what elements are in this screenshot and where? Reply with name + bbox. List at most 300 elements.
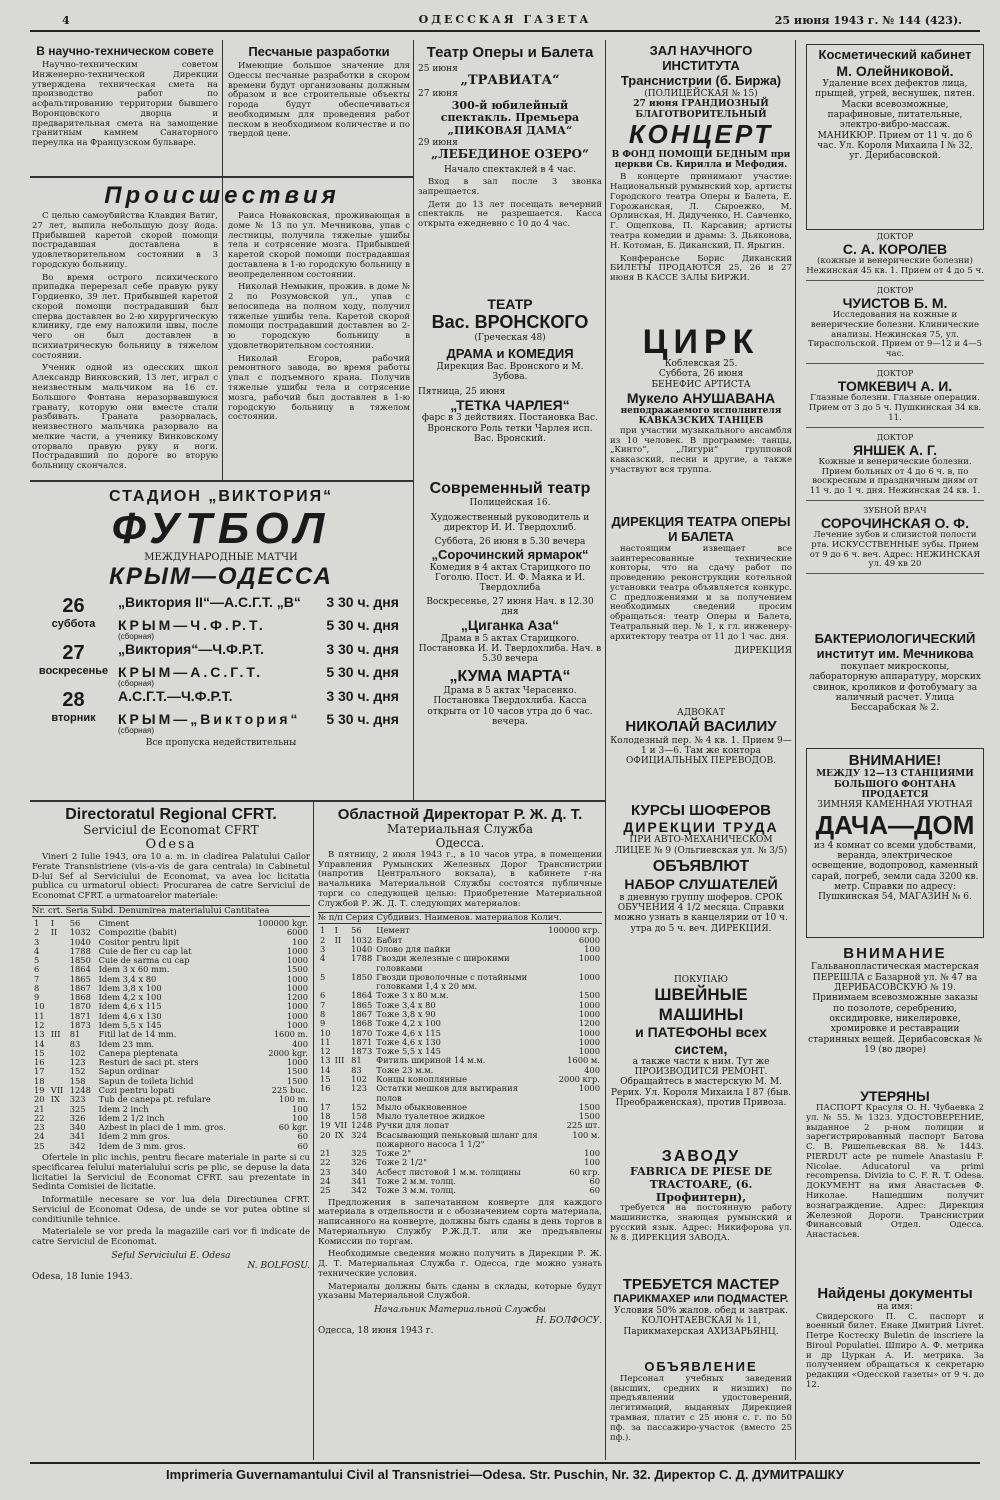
match-name: „Виктория“—Ч.Ф.Р.Т. xyxy=(118,641,264,658)
table-cell xyxy=(333,1001,350,1010)
circus-ad xyxy=(610,325,792,503)
table-cell: 18 xyxy=(34,1075,45,1086)
table-cell: 1000 xyxy=(578,1046,600,1057)
table-cell xyxy=(49,1012,68,1021)
section-rule xyxy=(30,176,413,178)
table-cell: Cuie de sarma cu cap xyxy=(98,955,190,966)
table-cell: I xyxy=(334,925,338,936)
match-time: 5 30 ч. дня xyxy=(326,710,399,727)
note: Дети до 13 лет посещать вечерний спектакль не разрешается. Касса открыта ежедневно с 10 до 4 час. xyxy=(418,199,602,230)
table-cell: Тоже 23 м.м. xyxy=(376,1064,434,1075)
table-cell xyxy=(333,1038,350,1047)
tender-text: Предложения в запечатанном конверте для каждого материала в отдельности и с обозначением сорта материала, написанного на конверте, должны быть сданы в день торгов в Материальную Службу Р.Ж.Д.Т. или же предъявлены Комиссии по торгам. xyxy=(318,1197,602,1247)
match-time: 3 30 ч. дня xyxy=(326,688,399,705)
table-cell: 21 xyxy=(34,1103,45,1114)
table-cell: Гвозди железные с широкими головками xyxy=(376,953,510,973)
table-cell: Sapun de toileta lichid xyxy=(98,1075,194,1086)
table-cell: 2 xyxy=(320,934,326,945)
table-cell xyxy=(333,1158,350,1167)
table-cell: 1000 xyxy=(578,971,600,982)
date: 27 июня xyxy=(418,89,458,100)
team-note: (сборная) xyxy=(118,679,155,689)
play-title: „ТЕТКА ЧАРЛЕЯ“ xyxy=(450,397,570,414)
table-cell: 1873 xyxy=(69,1020,91,1031)
theatre-label: ТЕАТР xyxy=(487,296,533,312)
table-cell xyxy=(49,947,68,956)
table-cell: 342 xyxy=(351,1185,367,1196)
doctor-ad xyxy=(806,232,984,281)
table-cell: 1000 xyxy=(286,1020,308,1031)
table-cell: 83 xyxy=(69,1038,81,1049)
table-cell: Мыло туалетное жидкое xyxy=(376,1111,485,1122)
table-cell: 323 xyxy=(69,1094,86,1105)
ad-subtitle: Гальванопластическая мастерская xyxy=(811,962,979,973)
sewing-machines-ad xyxy=(610,975,792,1140)
table-cell: 1000 xyxy=(578,1036,600,1047)
table-cell xyxy=(333,1066,350,1075)
dacha-title: ДАЧА—ДОМ xyxy=(815,809,975,840)
doctor-label: ДОКТОР xyxy=(876,368,914,378)
fixture-row xyxy=(32,665,410,681)
table-cell: 1500 xyxy=(578,1111,600,1122)
table-cell xyxy=(333,954,350,973)
found-text: Свидерского П. С. паспорт и военный билет. Енаке Дмитрий Livret. Петре Костеску Buletin de inscriere la Biroul Populatiei. Шпиро А. Ф. метрика и др Цуркан А. И. метрика. За получением обращаться к секретарю редакции «Одесской газеты» от 9 ч. до 12. xyxy=(806,1311,984,1390)
table-cell: 9 xyxy=(34,992,40,1003)
table-cell: Мыло обыкновенное xyxy=(376,1101,468,1112)
match-name: КРЫМ—„Виктория“ xyxy=(118,710,301,727)
tender-subtitle: Материальная Служба xyxy=(387,822,533,837)
table-cell: 23 xyxy=(34,1122,45,1133)
ad-title: КУРСЫ ШОФЕРОВ xyxy=(630,802,772,819)
match-name: А.С.Г.Т.—Ч.Ф.Р.Т. xyxy=(118,688,233,705)
table-cell: 1500 xyxy=(286,1066,308,1077)
table-cell: Cozi pentru lopati xyxy=(98,1085,175,1096)
match-time: 3 30 ч. дня xyxy=(326,641,399,658)
ad-title: ЗАВОДУ xyxy=(661,1148,741,1165)
table-row xyxy=(318,954,602,973)
table-cell: VII xyxy=(334,1120,348,1131)
table-cell: Тоже 3,8 x 90 xyxy=(376,1008,436,1019)
table-row xyxy=(318,1084,602,1103)
lawyer-ad xyxy=(610,708,792,793)
table-cell: Canepa pieptenata xyxy=(98,1047,179,1058)
table-cell: 1500 xyxy=(286,1075,308,1086)
sci-council-article xyxy=(32,44,218,176)
table-cell: 123 xyxy=(351,1083,367,1094)
show-title: „ЛЕБЕДИНОЕ ОЗЕРО“ xyxy=(431,146,589,161)
tender-intro: В пятницу, 2 июля 1943 г., в 10 часов утра, в помещении Управления Румынских Железных Дорог Транснистрии (напротив Центрального вокзала), в кабинете г-на начальника Материальной Службы состоятся публичные торги со следующей целью: Приобретение Материальной Службой Р. Ж. Д. Т. следующих материалов: xyxy=(318,849,602,909)
weekday: суббота xyxy=(51,617,96,630)
table-cell: Тоже 2" xyxy=(376,1148,412,1159)
table-cell: 60 xyxy=(297,1131,308,1142)
tender-city: Odesa xyxy=(145,837,197,853)
table-cell xyxy=(333,1075,350,1084)
table-cell: 60 xyxy=(297,1140,308,1151)
table-cell xyxy=(333,1186,350,1195)
table-cell: VII xyxy=(50,1085,64,1096)
ad-label: ПОКУПАЮ xyxy=(673,975,729,985)
table-cell: 102 xyxy=(69,1047,86,1058)
table-cell: Всасывающий пеньковый шланг для пожарного насоса 1 1/2" xyxy=(376,1129,538,1149)
table-cell: 5 xyxy=(320,971,326,982)
table-cell: 12 xyxy=(320,1046,331,1057)
table-cell: 326 xyxy=(351,1157,367,1168)
table-cell: 6000 xyxy=(578,934,600,945)
table-cell: 22 xyxy=(34,1112,45,1123)
bacteriology-ad xyxy=(806,632,984,742)
table-cell xyxy=(49,1105,68,1114)
table-cell xyxy=(49,993,68,1002)
table-cell: 23 xyxy=(320,1166,331,1177)
ad-text: Удаление всех дефектов лица, прыщей, угрей, веснушек, пятен. Маски всевозможные, парафиновые, питательные, электро-вибро-массаж. МАНИКЮР. Прием от 11 ч. до 6 час. Ул. Короля Михаила I № 32, уг. Дерибасовской. xyxy=(815,79,975,162)
doctor-label: ЗУБНОЙ ВРАЧ xyxy=(863,505,927,515)
table-cell: 3 xyxy=(34,936,40,947)
table-cell: Тоже 3 м.м. толщ. xyxy=(376,1185,456,1196)
table-cell xyxy=(49,1132,68,1141)
ad-text: Условия 50% жалов. обед и завтрак. КОЛОНТАЕВСКАЯ № 11, Парикмахерская АХИЗАРЬЯНЦ. xyxy=(613,1305,789,1337)
doctor-ad xyxy=(806,286,984,364)
table-cell: Idem 4,6 x 130 xyxy=(98,1010,162,1021)
spacer xyxy=(32,727,115,736)
start-time: Начало спектаклей в 4 час. xyxy=(443,164,577,175)
table-cell: Fitil lat de 14 mm. xyxy=(98,1029,177,1040)
doctor-name: ТОМКЕВИЧ А. И. xyxy=(837,378,953,395)
table-cell: 100 m. xyxy=(279,1094,308,1105)
table-cell: 1040 xyxy=(69,936,91,947)
table-cell: III xyxy=(334,1055,345,1066)
ad-subtitle: ДИРЕКЦИИ ТРУДА xyxy=(623,819,779,836)
table-cell: 6 xyxy=(34,964,40,975)
incident-text: Николай Егоров, рабочий ремонтного завода, во время работы упал с подъемного крана. Получив тяжелые ушибы тела и сотрясение мозга, рабочий был доставлен в 1-ю городскую больницу в тяжелом состоянии. xyxy=(228,353,410,423)
table-cell: 60 kgr. xyxy=(278,1122,308,1133)
doctor-ad xyxy=(806,369,984,428)
fixture-row xyxy=(32,618,410,634)
incidents-heading xyxy=(32,182,412,212)
table-cell: III xyxy=(50,1029,61,1040)
table-cell: 1865 xyxy=(69,973,91,984)
section-title: Найдены документы xyxy=(817,1285,973,1302)
table-cell: 1867 xyxy=(351,1008,373,1019)
table-cell: Тоже 3 x 80 м.м. xyxy=(376,990,449,1001)
ad-subtitle: ПАРИКМАХЕР или ПОДМАСТЕР. xyxy=(613,1293,789,1306)
lost-documents xyxy=(806,1088,984,1280)
dacha-ad xyxy=(806,748,984,938)
table-cell: 100 xyxy=(292,1112,308,1123)
signature: ДИРЕКЦИЯ xyxy=(734,645,792,656)
table-cell xyxy=(333,1103,350,1112)
ad-subtitle: институт им. Мечникова xyxy=(816,645,974,661)
table-cell: IX xyxy=(50,1094,60,1105)
doctor-name: С. А. КОРОЛЕВ xyxy=(842,241,948,258)
table-cell: 6000 xyxy=(286,927,308,938)
section-subtitle: на имя: xyxy=(877,1302,913,1313)
table-cell: 7 xyxy=(34,973,40,984)
page-number: 4 xyxy=(62,14,70,27)
table-cell: Остатки мешков для вытирания полов xyxy=(376,1083,518,1103)
ad-text: требуется на постоянную работу машинистка, знающая румынский и русский язык. Адрес: Никифорова ул. № 8. ДИРЕКЦИЯ ЗАВОДА. xyxy=(610,1203,792,1243)
table-cell: 1032 xyxy=(69,927,91,938)
match-time: 5 30 ч. дня xyxy=(326,616,399,633)
table-cell: 4 xyxy=(320,953,326,964)
table-cell: 100 м. xyxy=(572,1129,600,1140)
table-cell: 10 xyxy=(320,1027,331,1038)
ad-title: Косметический кабинет xyxy=(818,47,972,62)
table-cell xyxy=(49,984,68,993)
ad-title: ВНИМАНИЕ! xyxy=(848,752,942,769)
note: Вход в зал после 3 звонка запрещается. xyxy=(418,177,602,197)
tender-city: Одесса. xyxy=(435,836,485,851)
table-cell: Sapun ordinar xyxy=(98,1066,160,1077)
circus-text: при участии музыкального ансамбля из 10 человек. В программе: танцы, „Кинто“, „Лигури“ групповой кавказский, песни и другие, а также участвуют вся труппа. xyxy=(610,425,792,475)
table-cell: 56 xyxy=(69,917,81,928)
table-cell: 158 xyxy=(351,1111,367,1122)
table-cell xyxy=(49,1002,68,1011)
table-cell: 19 xyxy=(34,1085,45,1096)
table-cell: Idem 2 inch xyxy=(98,1103,149,1114)
ad-desc: ЗИМНЯЯ КАМЕННАЯ УЮТНАЯ xyxy=(817,800,973,811)
spacer xyxy=(32,633,115,642)
tender-text: Materialele se vor preda la magaziile cari vor fi indicate de catre Serviciul de Economat. xyxy=(32,1227,310,1248)
materials-table xyxy=(318,926,602,1195)
artist-name: Мукело АНУШАВАНА xyxy=(626,390,776,407)
column-rule xyxy=(313,800,314,1460)
doctors-list xyxy=(806,232,984,622)
notice-text: Персонал учебных заведений (высших, средних и низших) по предъявлении удостоверений, легитимаций, выданных Дирекцией трамвая, платит с 25 июня с. г. по 50 пф. за пассажиро-участок (вместо 25 пф.). xyxy=(610,1373,792,1443)
section-title: УТЕРЯНЫ xyxy=(860,1088,930,1104)
matchup-title: КРЫМ—ОДЕССА xyxy=(109,563,333,591)
table-cell: Олово для пайки xyxy=(376,944,451,954)
table-cell xyxy=(333,1149,350,1158)
table-cell: 1000 xyxy=(286,973,308,984)
table-cell: 1868 xyxy=(351,1018,373,1029)
fixture-row xyxy=(32,595,410,617)
table-cell: 225 buc. xyxy=(271,1085,308,1096)
ad-address: ПРИ АВТО-МЕХАНИЧЕСКОМ ЛИЦЕЕ № 9 (Ольгиевская ул. № 3/5) xyxy=(614,835,788,856)
drivers-courses-ad xyxy=(610,802,792,970)
ad-announce: НАБОР СЛУШАТЕЛЕЙ xyxy=(624,876,778,893)
table-cell: 1000 xyxy=(578,1008,600,1019)
table-cell: 100 xyxy=(584,944,600,954)
doctor-name: ЧУИСТОВ Б. М. xyxy=(842,295,948,311)
tender-text: Informatiile necesare se vor lua dela Directiunea CFRT. Serviciul de Economat Odesa, de unde se vor putea obtine si conditiunile tehnice. xyxy=(32,1195,310,1225)
table-cell: 11 xyxy=(320,1036,331,1047)
circus-title: ЦИРК xyxy=(642,325,760,361)
table-cell: 8 xyxy=(34,982,40,993)
table-cell: 4 xyxy=(34,945,40,956)
fixture-row xyxy=(32,642,410,664)
table-cell: 123 xyxy=(69,1057,86,1068)
table-cell: Фитиль шириной 14 м.м. xyxy=(376,1055,486,1066)
table-cell: 340 xyxy=(69,1122,86,1133)
modern-theatre-ad xyxy=(418,480,602,798)
table-cell: 2000 кгр. xyxy=(558,1073,600,1084)
doctor-name: СОРОЧИНСКАЯ О. Ф. xyxy=(821,515,969,532)
table-cell: Тоже 3,4 x 80 xyxy=(376,999,436,1010)
table-cell: 10 xyxy=(34,1001,45,1012)
table-cell: 2 xyxy=(34,927,40,938)
incidents-col-right xyxy=(228,212,410,477)
table-cell: Idem 3,8 x 100 xyxy=(98,982,162,993)
tender-title: Областной Директорат Р. Ж. Д. Т. xyxy=(337,806,583,823)
table-row xyxy=(32,1142,310,1151)
lawyer-details: Колодезный пер. № 4 кв. 1. Прием 9—1 и 3—6. Там же контора ОФИЦИАЛЬНЫХ ПЕРЕВОДОВ. xyxy=(610,735,792,767)
table-cell xyxy=(49,1142,68,1151)
table-cell: 326 xyxy=(69,1112,86,1123)
table-cell: 19 xyxy=(320,1120,331,1131)
table-cell: II xyxy=(334,934,342,945)
table-cell: Тоже 4,6 x 115 xyxy=(376,1027,441,1038)
table-cell xyxy=(49,1114,68,1123)
doctor-details: Глазные болезни. Глазные операции. Прием от 3 до 5 ч. Пушкинская 34 кв. 11. xyxy=(808,393,982,423)
table-cell: 2000 kgr. xyxy=(268,1047,308,1058)
notice-text: настоящим извещает все заинтересованные технические конторы, что на сдачу работ по проведению реконструкции котельной установки театра объявляется конкурс. С предложениями и за получением необходимых сведений просим обращаться: театр Оперы и Балета, Театральный пер. № 1, к гл. инженеру-архитектору театра от 11 до 1 час. дня. xyxy=(610,543,792,642)
table-cell: 13 xyxy=(320,1055,331,1066)
barber-ad xyxy=(610,1276,792,1354)
table-cell: Idem 2 mm gros. xyxy=(98,1131,171,1142)
incident-text: Во время острого психического припадка перерезал себе правую руку Гордиенко, 39 лет. Прибывшей каретой скорой помощи пострадавший был сперва доставлен во 2-ю хирургическую клинику, где ему наложили швы, после чего он был доставлен в психиатрическую больницу в тяжелом состоянии. xyxy=(32,272,218,361)
address: (ПОЛИЦЕЙСКАЯ № 15) xyxy=(644,88,758,99)
table-cell: Idem 4,6 x 115 xyxy=(98,1001,162,1012)
table-cell xyxy=(333,1010,350,1019)
table-cell: 152 xyxy=(351,1101,367,1112)
article-text: Имеющие большое значение для Одессы песчаные разработки в скором времени будут организованы должным образом и все строительные объекты города будут обеспечиваться необходимым для проведения работ песком в необходимом количестве и по твердой цене. xyxy=(228,61,410,140)
table-cell: Tub de canepa pt. refulare xyxy=(98,1094,211,1105)
doctor-ad xyxy=(806,433,984,501)
date: Суббота, 26 июня в 5.30 вечера xyxy=(434,537,586,548)
intl-matches: МЕЖДУНАРОДНЫЕ МАТЧИ xyxy=(144,552,298,564)
concert-text: В концерте принимают участие: Национальный румынский хор, артисты Городского театра Оперы и Балета, Е. Горожанская, Л. Сыроежко, М. Орлинская, Н. Дидученко, Н. Савченко, Г. Ощепкова, П. Карсавин; артисты театра комедии и драмы: З. Дьяконова, Н. Котоман, Б. Диканский, П. Ярыгин. xyxy=(610,172,792,251)
table-cell: 1850 xyxy=(69,955,91,966)
table-cell: 1600 m. xyxy=(273,1029,308,1040)
table-cell: 1600 м. xyxy=(567,1055,600,1066)
table-cell: 24 xyxy=(320,1176,331,1187)
incident-text: Николай Немыкин, прожив. в доме № 2 по Розумовской ул., упав с велосипеда на полном ходу, получил тяжелые ушибы тела. Каретой скорой помощи пострадавший доставлен во 2-ю городскую больницу в удовлетворительном состоянии. xyxy=(228,282,410,351)
page-header xyxy=(30,12,980,32)
table-cell: Compozitie (babit) xyxy=(98,927,177,938)
factory-name: FABRICA DE PIESE DE TRACTOARE, (6. Профинтерн), xyxy=(629,1165,773,1204)
tender-text: Материалы должны быть сданы в склады, которые будут указаны Материальной Службой. xyxy=(318,1281,602,1302)
table-cell: 1000 xyxy=(286,982,308,993)
genre: ДРАМА и КОМЕДИЯ xyxy=(446,346,574,362)
table-cell: 341 xyxy=(351,1176,367,1187)
table-cell xyxy=(333,973,350,992)
tender-text: Ofertele in plic inchis, pentru fiecare materiale in parte si cu specificarea felului materialului scris pe plic, se depuse la data licitatiei la Serviciul de Economat CFRT. sau prezentate in Sedinta Comisiei de licitatie. xyxy=(32,1152,310,1193)
table-cell: 15 xyxy=(34,1047,45,1058)
table-cell: 158 xyxy=(69,1075,86,1086)
table-cell: 1000 xyxy=(578,953,600,964)
incident-text: Ученик одной из одесских школ Александр Винковский, 13 лет, играл с неизвестным мальчиком на 16 ст. Большого Фонтана неразорвавшуюся гранату, которую они вместе стали разбивать. Граната разорвалась, неизвестного мальчика разорвало на мелкие части, а ученику Винковскому оторвало правую руку и ноги. Пострадавший по дороге во вторую больницу скончался. xyxy=(32,363,218,472)
table-cell: 20 xyxy=(320,1129,331,1140)
table-cell: 83 xyxy=(351,1064,362,1075)
doctor-label: ДОКТОР xyxy=(876,285,914,295)
doctor-details: (кожные и венерические болезни) Нежинская 45 кв. 1. Прием от 4 до 5 ч. xyxy=(806,256,984,277)
sand-article xyxy=(228,44,410,176)
direction: Художественный руководитель и директор И. И. Твердохлиб. xyxy=(430,512,590,534)
table-cell: 1500 xyxy=(286,964,308,975)
table-row xyxy=(318,1131,602,1150)
table-cell: 16 xyxy=(320,1083,331,1094)
table-cell: Idem 4,2 x 100 xyxy=(98,992,162,1003)
factory-ad xyxy=(610,1148,792,1273)
opera-directorate-notice xyxy=(610,515,792,700)
table-cell: 17 xyxy=(320,1101,331,1112)
football-ad xyxy=(32,488,410,798)
table-cell: 152 xyxy=(69,1066,86,1077)
fixture-table xyxy=(32,595,410,736)
fixture-note-row xyxy=(32,727,410,736)
table-cell: 1864 xyxy=(351,990,373,1001)
match-time: 3 30 ч. дня xyxy=(326,594,399,611)
table-cell: Idem 2 1/2 inch xyxy=(98,1112,165,1123)
lawyer-name: НИКОЛАЙ ВАСИЛИУ xyxy=(625,718,777,736)
play-desc: Драма в 5 актах Старицкого. Постановка И. И. Твердохлиба. Нач. в 5.30 вечера xyxy=(418,633,602,665)
table-cell: 24 xyxy=(34,1131,45,1142)
opera-title: Театр Оперы и Балета xyxy=(426,44,594,61)
table-cell: 7 xyxy=(320,999,326,1010)
doctor-details: Исследования на кожные и венерические болезни. Клинические анализы. Нежинская 75, ул. Тираспольской. Прием от 9—12 и 4—5 час. xyxy=(807,310,983,360)
article-text: Научно-техническим советом Инженерно-технической Дирекции утверждена техническая смета на производство работ по асфальтированию территории бывшего Воронцовского дворца и предварительная смета на замощение гранитным камнем Санаторного переулка на Французском бульваре. xyxy=(32,60,218,149)
table-header: № п/п Серия Субдивиз. Наименов. материалов Колич. xyxy=(318,912,602,924)
ad-text: в дневную группу шоферов. СРОК ОБУЧЕНИЯ 4 1/2 месяца. Справки можно узнать в канцелярии от 10 ч. утра до 5 ч. веч. ДИРЕКЦИЯ. xyxy=(614,892,788,934)
table-row xyxy=(318,973,602,992)
article-title: В научно-техническом совете xyxy=(36,44,214,58)
tender-intro: Vineri 2 Iulie 1943, ora 10 a. m. in cladirea Palatului Cailor Ferate Transnistriene (vis-a-vis de gara centrala) in Cabinetul D-lui Sef al Serviciului de Economat, va avea loc licitatia publica cu urmatorul obiect: Procurarea de catre Serviciul de Economat CFRT. a urmatoarelor materiale: xyxy=(32,852,310,902)
table-cell: 1000 xyxy=(286,1057,308,1068)
table-cell: Idem 23 mm. xyxy=(98,1038,155,1049)
pass-notice: Все пропуска недействительны xyxy=(145,738,297,749)
table-cell: Асбест листовой 1 м.м. толщины xyxy=(376,1166,521,1177)
table-cell: 6 xyxy=(320,990,326,1001)
table-cell: 1868 xyxy=(69,992,91,1003)
table-cell: 1864 xyxy=(69,964,91,975)
table-cell: 81 xyxy=(351,1055,362,1066)
address: (Греческая 48) xyxy=(474,332,546,343)
table-cell: 100 xyxy=(584,1148,600,1159)
table-cell xyxy=(333,991,350,1000)
football-title: ФУТБОЛ xyxy=(111,504,331,553)
ad-subtitle: и ПАТЕФОНЫ всех систем, xyxy=(635,1024,767,1057)
address: Полицейская 16. xyxy=(469,498,551,509)
spacer xyxy=(32,680,115,689)
table-cell xyxy=(333,1029,350,1038)
table-cell xyxy=(49,1123,68,1132)
table-cell: 9 xyxy=(320,1018,326,1029)
table-cell: 81 xyxy=(69,1029,81,1040)
match-name: „Виктория II“—А.С.Г.Т. „В“ xyxy=(118,594,301,611)
table-cell: 342 xyxy=(69,1140,86,1151)
ad-text: а также части к ним. Тут же ПРОИЗВОДИТСЯ РЕМОНТ. Обращайтесь в мастерскую М. М. Рерих. Ул. Короля Михаила I 87 (быв. Преображенская), против Привоза. xyxy=(610,1056,792,1108)
table-cell: Тоже 2 1/2" xyxy=(376,1157,428,1168)
vronsky-ad xyxy=(418,296,602,468)
ad-text: ПЕРЕШЛА с Базарной ул. № 47 на ДЕРИБАСОВСКУЮ № 19. Принимаем всевозможные заказы по позолоте, серебрению, оксидировке, никелировке, хромировке и реставрации старинных вещей. Дерибасовская № 19 (во дворе) xyxy=(808,972,982,1055)
table-cell: Гвозди проволочные с потайными головками 1,4 x 20 мм. xyxy=(376,971,528,992)
fund-info: В ФОНД ПОМОЩИ БЕДНЫМ при церкви Св. Кирилла и Мефодия. xyxy=(611,149,791,171)
table-cell: 100 xyxy=(292,1103,308,1114)
doctor-details: Лечение зубов и слизистой полости рта. ИСКУССТВЕННЫЕ зубы. Прием от 9 до 6 ч. веч. Адрес: НЕЖИНСКАЯ ул. 49 кв 20 xyxy=(809,530,981,570)
weekday: воскресенье xyxy=(38,664,109,677)
table-cell: 1873 xyxy=(351,1046,373,1057)
direction: Дирекция Вас. Вронского и М. Зубова. xyxy=(436,362,584,383)
table-cell: 1040 xyxy=(351,944,373,954)
table-cell: 1000 xyxy=(286,1010,308,1021)
table-cell: 100000 kgr. xyxy=(257,917,308,928)
ad-title: БАКТЕРИОЛОГИЧЕСКИЙ xyxy=(814,632,976,646)
signature-name: Н. БОЛФОСУ. xyxy=(535,1315,602,1326)
table-cell: Azbest in placi de 1 mm. gros. xyxy=(98,1122,226,1133)
table-cell: Тоже 4,6 x 130 xyxy=(376,1036,441,1047)
play-desc: Драма в 5 актах Черасенко. Постановка Твердохлиба. Касса открыта от 10 часов утра до 6 час. вечера. xyxy=(427,685,593,727)
date: Воскресенье, 27 июня Нач. в 12.30 дня xyxy=(426,596,594,618)
